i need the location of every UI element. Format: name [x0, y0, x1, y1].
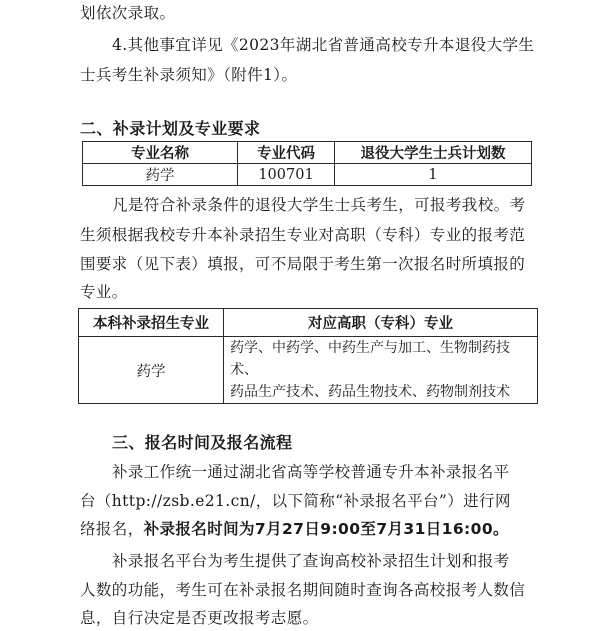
- table-header-cell: 本科补录招生专业: [79, 309, 224, 337]
- table-header-row: [79, 309, 538, 337]
- related-majors-cell: [224, 337, 538, 404]
- table-cell: 1: [335, 164, 532, 186]
- paragraph-line: [80, 518, 509, 540]
- table-header-cell: 对应高职（专科）专业: [224, 309, 538, 337]
- table-header-cell: 专业名称: [83, 142, 238, 164]
- table-header-row: [83, 142, 532, 164]
- registration-time: 补录报名时间为7月27日9:00至7月31日16:00。: [143, 520, 509, 538]
- paragraph-line: 凡是符合补录条件的退役大学生士兵考生，可报考我校。考: [112, 196, 526, 214]
- related-majors-line: 药品生产技术、药品生物技术、药物制剂技术: [230, 384, 510, 400]
- table-row: [83, 164, 532, 186]
- paragraph-line: 台（http://zsb.e21.cn/，以下简称“补录报名平台”）进行网: [80, 492, 511, 510]
- related-majors-line: 药学、中药学、中药生产与加工、生物制药技术、: [230, 340, 510, 378]
- plan-table: [82, 141, 532, 186]
- text-span: 络报名，: [80, 520, 144, 538]
- section-heading-registration: 三、报名时间及报名流程: [112, 433, 293, 452]
- section-heading-plan: 二、补录计划及专业要求: [80, 119, 261, 138]
- paragraph-line: 生须根据我校专升本补录招生专业对高职（专科）专业的报考范: [80, 226, 526, 244]
- table-cell: 100701: [238, 164, 335, 186]
- item-4-text-continued: 士兵考生补录须知》（附件1）。: [80, 66, 298, 84]
- paragraph-line: 人数的功能，考生可在补录报名期间随时查询各高校报考人数信: [80, 581, 526, 599]
- text-line: 划依次录取。: [80, 4, 176, 22]
- paragraph-line: 围要求（见下表）填报，可不局限于考生第一次报名时所填报的: [80, 255, 526, 273]
- table-header-cell: 退役大学生士兵计划数: [335, 142, 532, 164]
- table-row: [79, 337, 538, 404]
- table-header-cell: 专业代码: [238, 142, 335, 164]
- item-4-text: 4.其他事宜详见《2023年湖北省普通高校专升本退役大学生: [112, 36, 535, 54]
- paragraph-line: 补录报名平台为考生提供了查询高校补录招生计划和报考: [112, 552, 510, 570]
- major-requirements-table: [78, 308, 538, 404]
- paragraph-line: 息，自行决定是否更改报考志愿。: [80, 609, 319, 627]
- table-cell: 药学: [79, 337, 224, 404]
- paragraph-line: 专业。: [80, 283, 128, 301]
- table-cell: 药学: [83, 164, 238, 186]
- paragraph-line: 补录工作统一通过湖北省高等学校普通专升本补录报名平: [112, 463, 510, 481]
